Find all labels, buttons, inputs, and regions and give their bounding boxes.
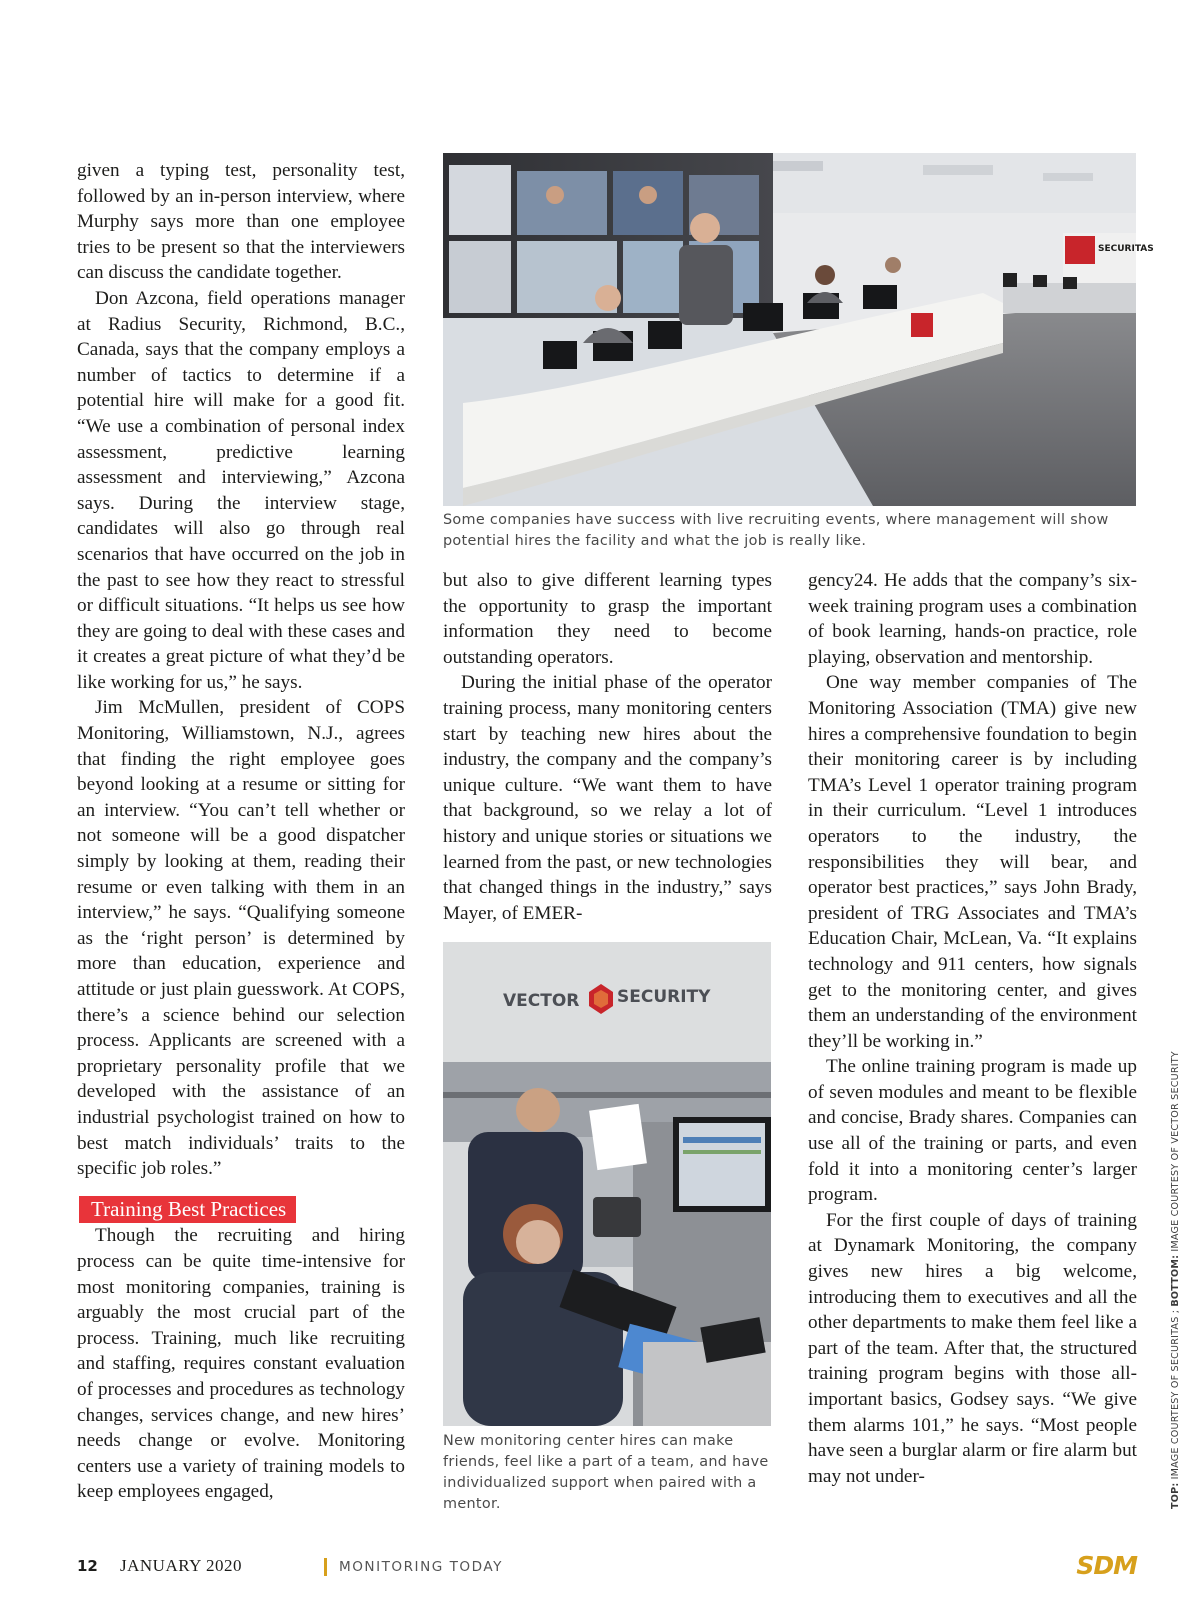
- paragraph: given a typing test, personality test, followed by an in-person interview, where Murphy says more than one employee tries to be present so that the interviewers can discuss the candidate together.: [77, 160, 405, 284]
- article-column-3: [808, 568, 1137, 1489]
- article-column-2: [443, 568, 772, 926]
- photo-caption: New monitoring center hires can make friends, feel like a part of a team, and have individualized support when paired with a mentor.: [443, 1433, 769, 1512]
- operator-workstation-illustration: [443, 942, 771, 1426]
- page-footer: [77, 1551, 1137, 1587]
- paragraph: One way member companies of The Monitoring Association (TMA) give new hires a comprehensive foundation to begin their monitoring career is by including TMA’s Level 1 operator training program in their curriculum. “Level 1 introduces operators to the industry, the responsibilities they will bear, and operator best practices,” says John Brady, president of TRG Associates and TMA’s Education Chair, McLean, Va. “It explains technology and 911 centers, how signals get to the monitoring center, and gives them an understanding of the environment they’ll be working in.”: [808, 672, 1137, 1052]
- securitas-sign-text: SECURITAS: [1098, 244, 1154, 254]
- paragraph: For the first couple of days of training at Dynamark Monitoring, the company gives new hires a big welcome, introducing them to executives and all the other departments to make them feel like a part of the team. After that, the structured training program begins with those all-important basics, Godsey says. “We give them alarms 101,” he says. “Most people have seen a burglar alarm or fire alarm but may not under-: [808, 1209, 1137, 1487]
- section-name: MONITORING TODAY: [339, 1559, 503, 1575]
- vector-logo-text: VECTOR: [503, 991, 580, 1011]
- paragraph: During the initial phase of the operator training process, many monitoring centers start by teaching new hires about the industry, the company and the company’s unique culture. “We want them to have that background, so we relay a lot of history and unique stories or situations we learned from the past, or new technologies that changed things in the industry,” says Mayer, of EMER-: [443, 672, 772, 924]
- photo-caption: Some companies have success with live recruiting events, where management will show potential hires the facility and what the job is really like.: [443, 512, 1109, 549]
- vector-security-photo: [443, 942, 771, 1426]
- paragraph: The online training program is made up of seven modules and meant to be flexible and concise, Brady shares. Companies can use all of the training or parts, and even fold it into a monitoring center’s larger program.: [808, 1056, 1137, 1206]
- paragraph: Don Azcona, field operations manager at Radius Security, Richmond, B.C., Canada, says that the company employs a number of tactics to determine if a potential hire will make for a good fit. “We use a combination of personal index assessment, predictive learning assessment and interviewing,” Azcona says. During the interview stage, candidates will also go through real scenarios that have occurred on the job in the past to see how they react to stressful or difficult situations. “It helps us see how they are going to deal with these cases and it creates a great picture of what they’d be like working for us,” he says.: [77, 287, 405, 693]
- article-column-1: [77, 158, 405, 1505]
- photo-credit: TOP: IMAGE COURTESY OF SECURITAS ; BOTTOM: IMAGE COURTESY OF VECTOR SECURITY: [1170, 1051, 1181, 1509]
- page-number: 12: [77, 1557, 98, 1575]
- paragraph: gency24. He adds that the company’s six-week training program uses a combination of book learning, hands-on practice, role playing, observation and mentorship.: [808, 570, 1137, 668]
- paragraph: Jim McMullen, president of COPS Monitoring, Williamstown, N.J., agrees that finding the right employee goes beyond looking at a resume or sitting for an interview. “You can’t tell whether or not someone will be a good dispatcher simply by looking at them, reading their resume or even talking with them in an interview,” he says. “Qualifying someone as the ‘right person’ is determined by more than education, experience and attitude or just plain guesswork. At COPS, there’s a science behind our selection process. Applicants are screened with a proprietary personality profile that we developed with the assistance of an industrial psychologist trained on how to best match individuals’ traits to the specific job roles.”: [77, 697, 405, 1180]
- footer-divider: [324, 1558, 327, 1576]
- sdm-logo: SDM: [1076, 1551, 1137, 1580]
- security-logo-text: SECURITY: [617, 987, 711, 1007]
- monitoring-center-photo: [443, 153, 1154, 506]
- issue-date: JANUARY 2020: [120, 1556, 243, 1575]
- paragraph: but also to give different learning types the opportunity to grasp the important information they need to become outstanding operators.: [443, 570, 772, 668]
- monitoring-center-illustration: [443, 153, 1154, 506]
- paragraph: Though the recruiting and hiring process can be quite time-intensive for most monitoring companies, training is arguably the most crucial part of the process. Training, much like recruiting and staffing, requires constant evaluation of processes and procedures as technology changes, services change, and new hires’ needs change or evolve. Monitoring centers use a variety of training models to keep employees engaged,: [77, 1225, 405, 1503]
- section-subhead: Training Best Practices: [79, 1196, 296, 1223]
